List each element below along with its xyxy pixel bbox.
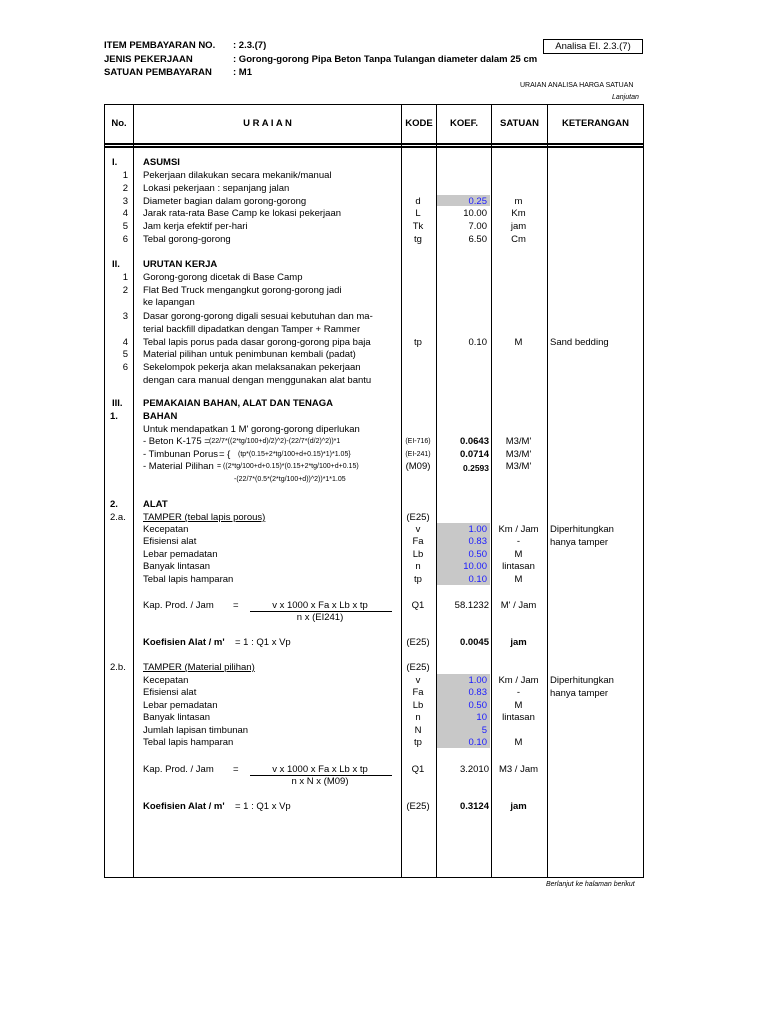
list-item-number: 2 xyxy=(122,285,128,296)
alat-a-kode: (E25) xyxy=(406,512,430,523)
list-item-number: 6 xyxy=(122,234,128,245)
alat-a-koef-label: Koefisien Alat / m' xyxy=(143,637,225,648)
tp-satuan: M xyxy=(514,337,523,348)
alat-a-kap-label: Kap. Prod. / Jam xyxy=(143,600,214,611)
beton-koef: 0.0643 xyxy=(459,436,489,447)
col-keterangan: KETERANGAN xyxy=(561,118,630,129)
alat-b-kap-den: n x N x (M09) xyxy=(291,776,349,787)
alat-a-title: TAMPER (tebal lapis porous) xyxy=(143,512,266,523)
bahan-title: BAHAN xyxy=(143,411,178,422)
section-i-no: I. xyxy=(112,157,118,168)
param-satuan: Km / Jam xyxy=(498,524,539,535)
param-satuan: M xyxy=(514,573,523,585)
list-item-satuan: Cm xyxy=(511,234,526,245)
alat-b-kap-satuan: M3 / Jam xyxy=(498,764,539,775)
jenis-label: JENIS PEKERJAAN xyxy=(104,54,193,65)
list-item-number: 3 xyxy=(122,195,128,207)
list-item-number: 4 xyxy=(122,208,128,220)
param-text: Banyak lintasan xyxy=(143,561,211,573)
alat-a-koef-formula: = 1 : Q1 x Vp xyxy=(235,637,291,648)
list-item-text: terial backfill dipadatkan dengan Tamper + Rammer xyxy=(143,324,361,335)
satuan-value: : M1 xyxy=(233,67,252,78)
alat-title: ALAT xyxy=(143,499,168,510)
timbunan-kode: (EI-241) xyxy=(405,451,431,458)
alat-b-koef-kode: (E25) xyxy=(406,801,430,812)
section-ii-no: II. xyxy=(112,259,120,270)
list-item-koef: 10.00 xyxy=(463,208,487,220)
alat-a-kap-num: v x 1000 x Fa x Lb x tp xyxy=(272,600,368,611)
alat-b-kap-koef: 3.2010 xyxy=(459,764,489,775)
list-item-kode: Tk xyxy=(412,221,424,233)
section-i-title: ASUMSI xyxy=(143,157,180,168)
param-koef: 0.83 xyxy=(468,687,487,699)
param-text: Banyak lintasan xyxy=(143,712,211,724)
param-koef: 0.50 xyxy=(468,699,487,711)
col-koef: KOEF. xyxy=(450,118,478,129)
list-item-text: Dasar gorong-gorong digali sesuai kebutuhan dan ma- xyxy=(143,311,373,322)
alat-a-ket1: Diperhitungkan xyxy=(550,524,614,535)
alat-b-kap-num: v x 1000 x Fa x Lb x tp xyxy=(272,764,368,775)
list-item-text: Lokasi pekerjaan : sepanjang jalan xyxy=(143,182,290,194)
timbunan-label: - Timbunan Porus xyxy=(143,449,218,460)
param-kode: v xyxy=(415,524,421,535)
col-no: No. xyxy=(111,118,127,129)
param-koef: 0.50 xyxy=(468,548,487,560)
alat-b-no: 2.b. xyxy=(110,662,126,673)
list-item-number: 3 xyxy=(122,311,128,322)
param-koef: 0.10 xyxy=(468,737,487,748)
list-item-koef: 0.25 xyxy=(468,195,487,207)
param-satuan: Km / Jam xyxy=(498,675,539,686)
param-kode: tp xyxy=(414,573,422,585)
param-kode: v xyxy=(415,675,421,686)
param-satuan: M xyxy=(514,737,523,748)
param-text: Jumlah lapisan timbunan xyxy=(143,724,249,736)
param-koef: 10.00 xyxy=(463,561,487,573)
timbunan-satuan: M3/M' xyxy=(505,449,532,460)
list-item-text: Material pilihan untuk penimbunan kembali (padat) xyxy=(143,349,356,360)
param-kode: n xyxy=(415,561,421,573)
jenis-value: : Gorong-gorong Pipa Beton Tanpa Tulangan diameter dalam 25 cm xyxy=(233,54,538,65)
param-text: Kecepatan xyxy=(143,524,189,535)
alat-a-koef-value: 0.0045 xyxy=(459,637,489,648)
alat-b-koef-value: 0.3124 xyxy=(459,801,489,812)
list-item-kode: tg xyxy=(414,234,422,245)
alat-a-no: 2.a. xyxy=(110,512,126,523)
material-formula: = ((2*tg/100+d+0.15)*(0.15+2*tg/100+d+0.15) xyxy=(217,463,359,470)
param-satuan: - xyxy=(516,687,521,699)
material-kode: (M09) xyxy=(405,461,431,472)
alat-a-kap-kode: Q1 xyxy=(411,600,425,611)
material-label: - Material Pilihan xyxy=(143,461,214,472)
alat-no: 2. xyxy=(110,499,118,510)
param-koef: 1.00 xyxy=(468,675,487,686)
list-item-satuan: Km xyxy=(511,208,526,220)
alat-a-kap-den: n x (EI241) xyxy=(296,612,344,623)
list-item-koef: 6.50 xyxy=(468,234,487,245)
param-text: Lebar pemadatan xyxy=(143,548,218,560)
section-iii-no: III. xyxy=(112,398,123,409)
list-item-text: Diameter bagian dalam gorong-gorong xyxy=(143,195,307,207)
param-text: Lebar pemadatan xyxy=(143,699,218,711)
list-item-number: 6 xyxy=(122,362,128,373)
param-koef: 1.00 xyxy=(468,524,487,535)
alat-b-kap-label: Kap. Prod. / Jam xyxy=(143,764,214,775)
param-satuan: - xyxy=(516,536,521,548)
lanjutan-label: Lanjutan xyxy=(612,94,639,101)
alat-b-kap-eq: = xyxy=(233,764,239,775)
list-item-text: Gorong-gorong dicetak di Base Camp xyxy=(143,272,303,283)
timbunan-koef: 0.0714 xyxy=(459,449,489,460)
list-item-number: 4 xyxy=(122,337,128,348)
material-satuan: M3/M' xyxy=(505,461,532,472)
list-item-number: 1 xyxy=(122,170,128,181)
param-koef: 0.10 xyxy=(468,573,487,585)
param-satuan: M xyxy=(514,699,523,711)
col-uraian: U R A I A N xyxy=(243,118,292,129)
list-item-text: Tebal gorong-gorong xyxy=(143,234,231,245)
list-item-text: Flat Bed Truck mengangkut gorong-gorong jadi xyxy=(143,285,342,296)
alat-a-kap-koef: 58.1232 xyxy=(454,600,489,611)
bahan-no: 1. xyxy=(110,411,118,422)
alat-b-kode: (E25) xyxy=(406,662,430,673)
list-item-text: Pekerjaan dilakukan secara mekanik/manual xyxy=(143,170,332,181)
list-item-text: Jam kerja efektif per-hari xyxy=(143,221,248,233)
param-text: Tebal lapis hamparan xyxy=(143,573,234,585)
analisa-box: Analisa EI. 2.3.(7) xyxy=(543,39,643,54)
list-item-koef: 7.00 xyxy=(468,221,487,233)
alat-a-kap-satuan: M' / Jam xyxy=(500,600,537,611)
param-text: Efisiensi alat xyxy=(143,687,197,699)
bahan-intro: Untuk mendapatkan 1 M' gorong-gorong diperlukan xyxy=(143,424,360,435)
param-satuan: lintasan xyxy=(502,712,535,724)
alat-b-kap-kode: Q1 xyxy=(411,764,425,775)
list-item-number: 5 xyxy=(122,221,128,233)
list-item-text: Jarak rata-rata Base Camp ke lokasi pekerjaan xyxy=(143,208,342,220)
footer-note: Berlanjut ke halaman berikut xyxy=(546,881,635,888)
col-kode: KODE xyxy=(405,118,433,129)
timbunan-formula: (tp*(0.15+2*tg/100+d+0.15)*1)*1.05} xyxy=(238,451,351,458)
list-item-kode: L xyxy=(415,208,421,220)
param-koef: 0.83 xyxy=(468,536,487,548)
alat-b-koef-satuan: jam xyxy=(510,801,527,812)
beton-formula: (22/7*((2*tg/100+d)/2)^2)-(22/7*(d/2)^2))*1 xyxy=(209,438,341,445)
alat-a-ket2: hanya tamper xyxy=(550,537,609,548)
alat-b-koef-label: Koefisien Alat / m' xyxy=(143,801,225,812)
param-satuan: lintasan xyxy=(502,561,535,573)
param-kode: Lb xyxy=(412,699,424,711)
section-iii-title: PEMAKAIAN BAHAN, ALAT DAN TENAGA xyxy=(143,398,333,409)
param-text: Kecepatan xyxy=(143,675,189,686)
param-text: Efisiensi alat xyxy=(143,536,197,548)
section-ii-title: URUTAN KERJA xyxy=(143,259,218,270)
param-kode: Fa xyxy=(412,687,424,699)
param-kode: Fa xyxy=(412,536,424,548)
list-item-text: ke lapangan xyxy=(143,297,195,308)
list-item-text: Sekelompok pekerja akan melaksanakan pekerjaan xyxy=(143,362,361,373)
beton-kode: (EI-716) xyxy=(405,438,431,445)
uraian-analisa-title: URAIAN ANALISA HARGA SATUAN xyxy=(520,82,634,89)
analysis-table xyxy=(104,104,644,878)
tp-keterangan: Sand bedding xyxy=(550,337,609,348)
tp-kode: tp xyxy=(414,337,422,348)
alat-b-title: TAMPER (Material pilihan) xyxy=(143,662,255,673)
alat-a-kap-eq: = xyxy=(233,600,239,611)
param-kode: N xyxy=(414,724,422,736)
timbunan-eq: = { xyxy=(219,449,231,460)
satuan-label: SATUAN PEMBAYARAN xyxy=(104,67,212,78)
param-satuan: M xyxy=(514,548,523,560)
param-koef: 5 xyxy=(481,724,487,736)
list-item-satuan: jam xyxy=(510,221,527,233)
material-formula-2: -(22/7*(0.5*(2*tg/100+d))^2))*1*1.05 xyxy=(234,476,346,483)
alat-a-koef-kode: (E25) xyxy=(406,637,430,648)
list-item-number: 5 xyxy=(122,349,128,360)
col-satuan: SATUAN xyxy=(500,118,539,129)
param-kode: n xyxy=(415,712,421,724)
list-item-number: 1 xyxy=(122,272,128,283)
tp-koef: 0.10 xyxy=(468,337,487,348)
list-item-text: dengan cara manual dengan menggunakan alat bantu xyxy=(143,375,372,386)
alat-b-ket2: hanya tamper xyxy=(550,688,609,699)
list-item-text: Tebal lapis porus pada dasar gorong-gorong pipa baja xyxy=(143,337,371,348)
alat-b-koef-formula: = 1 : Q1 x Vp xyxy=(235,801,291,812)
beton-label: - Beton K-175 = xyxy=(143,436,210,447)
material-koef: 0.2593 xyxy=(463,463,489,473)
list-item-number: 2 xyxy=(122,182,128,194)
item-label: ITEM PEMBAYARAN NO. xyxy=(104,40,216,51)
param-kode: tp xyxy=(414,737,422,748)
alat-a-koef-satuan: jam xyxy=(510,637,527,648)
list-item-kode: d xyxy=(415,195,421,207)
list-item-satuan: m xyxy=(514,195,523,207)
item-value: : 2.3.(7) xyxy=(233,40,267,51)
alat-b-ket1: Diperhitungkan xyxy=(550,675,614,686)
beton-satuan: M3/M' xyxy=(505,436,532,447)
param-text: Tebal lapis hamparan xyxy=(143,737,234,748)
param-koef: 10 xyxy=(476,712,487,724)
param-kode: Lb xyxy=(412,548,424,560)
